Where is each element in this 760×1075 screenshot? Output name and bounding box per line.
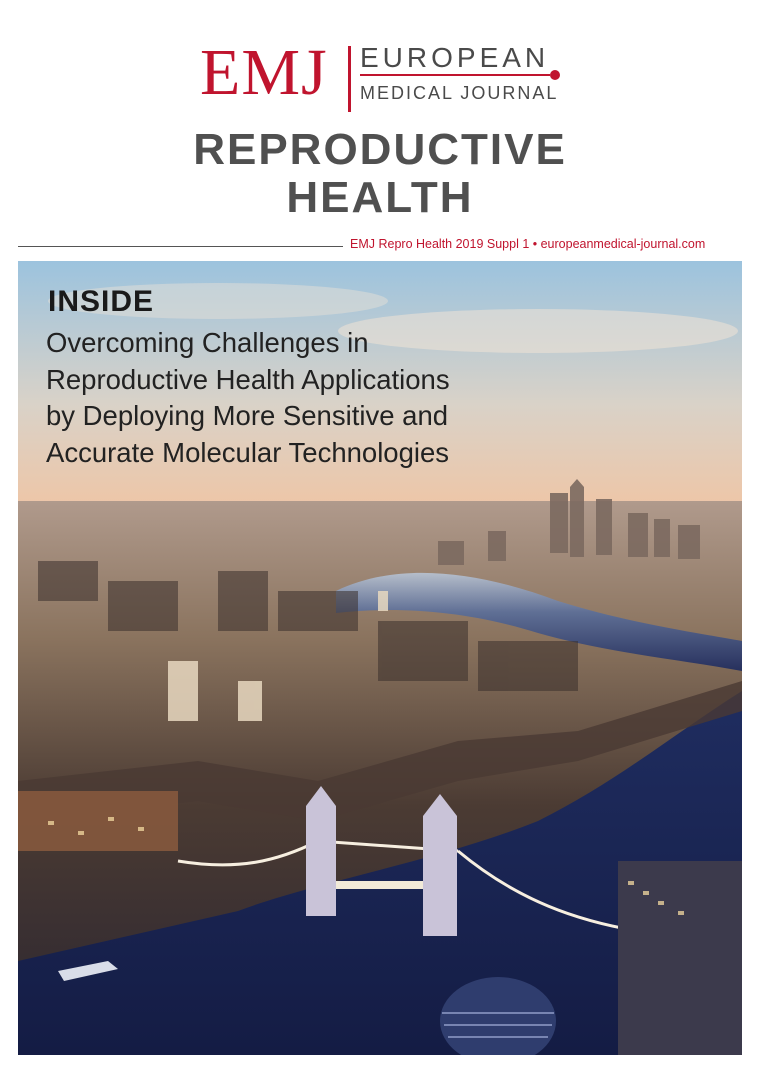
headline-line: by Deploying More Sensitive and — [46, 400, 449, 431]
logo-mark: EMJ — [200, 36, 328, 109]
headline-line: Overcoming Challenges in — [46, 327, 369, 358]
logo-divider — [348, 46, 351, 112]
inside-label: INSIDE — [48, 285, 155, 318]
issue-line: EMJ Repro Health 2019 Suppl 1 • europeanmedical-journal.com — [350, 237, 706, 251]
logo-line — [360, 74, 550, 76]
cover-headline — [46, 325, 606, 471]
masthead-rule — [18, 246, 343, 247]
journal-title-line2: HEALTH — [286, 173, 474, 222]
logo-dot — [550, 70, 560, 80]
emj-logo — [200, 36, 580, 120]
logo-word-bottom: MEDICAL JOURNAL — [360, 83, 559, 103]
journal-title-line1: REPRODUCTIVE — [193, 125, 567, 174]
masthead — [0, 0, 760, 250]
headline-line: Accurate Molecular Technologies — [46, 436, 450, 468]
logo-word-top: EUROPEAN — [360, 42, 550, 73]
cover-image — [18, 261, 742, 1055]
headline-line: Reproductive Health Applications — [46, 363, 450, 395]
